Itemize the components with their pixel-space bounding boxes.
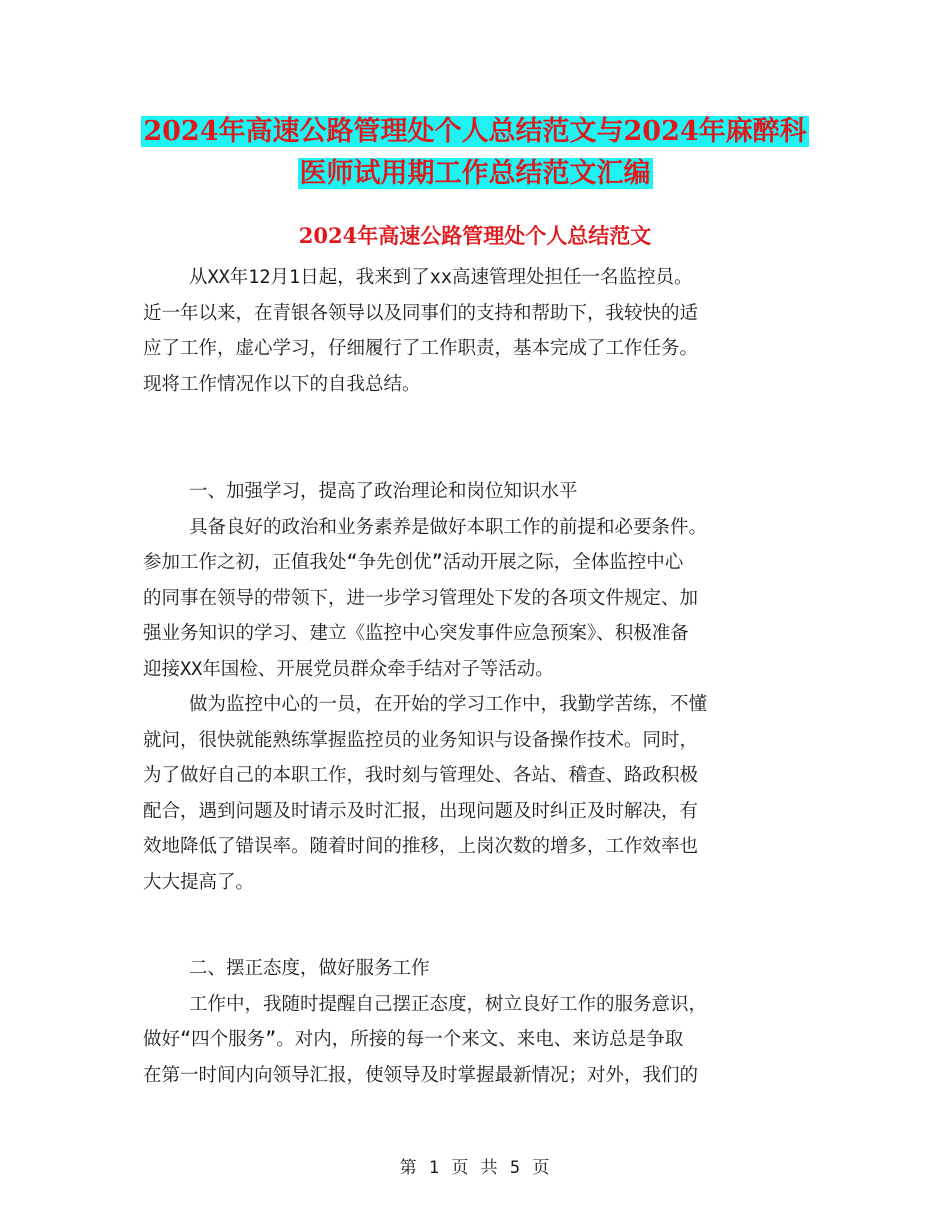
section-one-heading: 一、加强学习，提高了政治理论和岗位知识水平 bbox=[189, 481, 578, 502]
paragraph-line: 配合，遇到问题及时请示及时汇报，出现问题及时纠正及时解决，有 bbox=[143, 800, 699, 822]
paragraph-line: 大大提高了。 bbox=[143, 871, 255, 893]
section-title: 2024年高速公路管理处个人总结范文 bbox=[298, 223, 652, 248]
paragraph-line: 效地降低了错误率。随着时间的推移，上岗次数的增多，工作效率也 bbox=[143, 836, 699, 857]
section-two-heading: 二、摆正态度，做好服务工作 bbox=[189, 958, 430, 979]
intro-paragraph bbox=[143, 260, 813, 402]
paragraph-line: 就问，很快就能熟练掌握监控员的业务知识与设备操作技术。同时， bbox=[143, 729, 699, 751]
paragraph-line: 做好“四个服务”。对内，所接的每一个来文、来电、来访总是争取 bbox=[143, 1029, 684, 1050]
document-title-line-2 bbox=[0, 152, 950, 196]
paragraph-line: 工作中，我随时提醒自己摆正态度，树立良好工作的服务意识， bbox=[189, 993, 708, 1015]
paragraph-line: 现将工作情况作以下的自我总结。 bbox=[143, 373, 421, 395]
paragraph-line: 迎接XX年国检、开展党员群众牵手结对子等活动。 bbox=[143, 658, 554, 680]
section-one bbox=[143, 474, 813, 900]
paragraph-line: 做为监控中心的一员，在开始的学习工作中，我勤学苦练，不懂 bbox=[189, 694, 708, 715]
document-title-line-2-text: 医师试用期工作总结范文汇编 bbox=[299, 158, 651, 189]
paragraph-line: 近一年以来，在青银各领导以及同事们的支持和帮助下，我较快的适 bbox=[143, 302, 699, 324]
paragraph-line: 强业务知识的学习、建立《监控中心突发事件应急预案》、积极准备 bbox=[143, 623, 689, 644]
section-two bbox=[143, 951, 813, 1093]
paragraph-line: 从XX年12月1日起，我来到了xx高速管理处担任一名监控员。 bbox=[189, 267, 693, 288]
paragraph-line: 具备良好的政治和业务素养是做好本职工作的前提和必要条件。 bbox=[189, 516, 708, 538]
document-title-line-1-text: 2024年高速公路管理处个人总结范文与2024年麻醉科 bbox=[143, 116, 807, 147]
paragraph-line: 为了做好自己的本职工作，我时刻与管理处、各站、稽查、路政积极 bbox=[143, 765, 699, 786]
paragraph-line: 的同事在领导的带领下，进一步学习管理处下发的各项文件规定、加 bbox=[143, 587, 699, 609]
paragraph-line: 应了工作，虚心学习，仔细履行了工作职责，基本完成了工作任务。 bbox=[143, 338, 699, 359]
paragraph-line: 参加工作之初，正值我处“争先创优”活动开展之际，全体监控中心 bbox=[143, 552, 684, 573]
paragraph-line: 在第一时间内向领导汇报，使领导及时掌握最新情况；对外，我们的 bbox=[143, 1064, 699, 1086]
page-footer: 第 1 页 共 5 页 bbox=[399, 1158, 551, 1178]
document-title-line-1 bbox=[0, 110, 950, 154]
